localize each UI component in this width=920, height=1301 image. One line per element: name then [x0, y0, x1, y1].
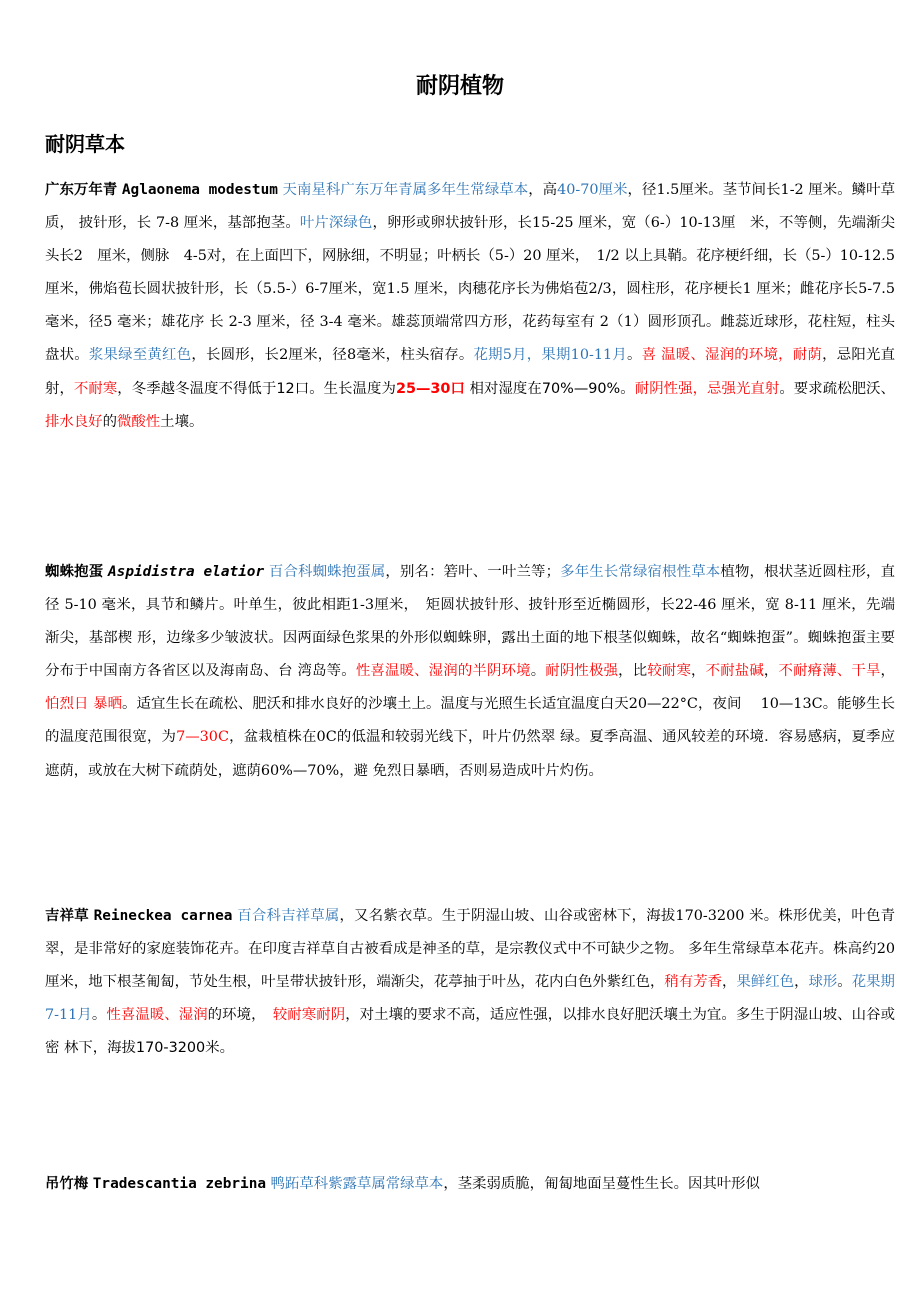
description-segment: 耐阴性极强 — [545, 663, 619, 680]
plant-name: 吉祥草 — [45, 908, 89, 924]
description-segment: 较耐寒耐阴 — [272, 1007, 346, 1024]
description-segment: 花期5月，果期10-11月 — [473, 347, 628, 364]
description-segment: 鸭跖草科紫露草属常绿草本 — [270, 1176, 444, 1192]
description-segment: ，又名紫衣草。生于阴湿山坡、山谷或密林下，海拔170-3200 米。株形优美，叶色青 翠，是非常好的家庭装饰花卉。在印度吉祥草自古被看成是神圣的草，是宗教仪式中不可缺少之物。 多年生常绿草本花卉。株高约20 厘米，地下根茎匍匐，节处生根，叶呈带状披针形，端渐尖，花葶抽于叶丛，花内白色外紫红色， — [45, 908, 895, 991]
description-segment: ，长圆形，长2厘米，径8毫米，柱头宿存。 — [191, 347, 474, 364]
description-segment: 不耐盐碱 — [705, 663, 764, 680]
description-segment: ，忌阳光直射， — [45, 347, 895, 397]
plant-latin-name: Reineckea carnea — [93, 908, 233, 924]
page-title: 耐阴植物 — [415, 74, 504, 99]
description-segment: 相对湿度在 — [464, 380, 542, 397]
description-segment: 的 — [102, 413, 117, 430]
description-segment: 天南星科广东万年青属多年生常绿草本 — [282, 182, 529, 198]
plant-latin-name: Aspidistra elatior — [108, 564, 265, 580]
description-segment: 较耐寒 — [647, 663, 692, 680]
description-segment: 。要求疏松肥沃、 — [779, 380, 895, 397]
description-segment: ，茎柔弱质脆，匍匐地面呈蔓性生长。因其叶形似 — [443, 1176, 760, 1192]
description-segment: ，比 — [618, 663, 648, 680]
description-segment: 米。 — [205, 1040, 235, 1057]
description-segment: 7—30C — [176, 729, 229, 746]
description-segment: 。 — [627, 347, 642, 364]
description-segment: 喜 温暖、湿润的环境，耐荫 — [641, 347, 823, 364]
description-segment: 植物，根状茎近圆柱形，直径 5-10 毫米，具节和鳞片。叶单生，彼此相距1-3厘米， 矩圆状披针形、披针形至近椭圆形，长22-46 厘米，宽 8-11 厘米，先端渐尖，基部楔 形，边缘多少皱波状。因两面绿色浆果的外形似蜘蛛卵，露出土面的地下根茎似蜘蛛，故名“蜘蛛抱蛋”。蜘蛛抱蛋主要分布于中国南方各省区以及海南岛、台 湾岛等。 — [45, 564, 895, 680]
description-segment: ， — [880, 663, 895, 680]
description-segment: 25—30口 — [395, 380, 465, 397]
description-segment: 球形 — [808, 974, 838, 991]
description-segment: 浆果绿至黄红色 — [88, 347, 192, 364]
plant-description — [45, 182, 895, 430]
plant-name: 吊竹梅 — [45, 1176, 89, 1192]
description-segment: 。 — [837, 974, 852, 991]
description-segment: 40-70厘米 — [557, 182, 628, 198]
plant-entry-aglaonema — [45, 174, 895, 506]
description-segment: ， — [763, 663, 779, 680]
description-segment: ， — [722, 974, 737, 991]
plant-entry-aspidistra — [45, 556, 895, 854]
plant-name: 广东万年青 — [45, 182, 118, 198]
description-segment: ， — [794, 974, 809, 991]
description-segment: ，别名：箬叶、一叶兰等； — [385, 564, 560, 580]
description-segment: 的环境， — [207, 1007, 273, 1024]
plant-entry-tradescantia — [45, 1168, 895, 1204]
description-segment: 。生长温度为 — [309, 380, 396, 397]
plant-latin-name: Tradescantia zebrina — [92, 1176, 267, 1192]
description-segment: 微酸性 — [116, 413, 161, 430]
description-segment: ，径1.5厘米。茎节间长1-2 厘米。鳞叶草质， 披针形，长 7-8 厘米，基部抱茎。 — [45, 182, 895, 232]
description-segment: 百合科蜘蛛抱蛋属 — [268, 564, 386, 580]
description-segment: ，冬季越冬温度不得低于 — [117, 380, 277, 397]
description-segment: ，盆栽植株在0C的低温和较弱光线下，叶片仍然翠 绿。夏季高温、通风较差的环境．容易感病，夏季应遮荫，或放在大树下疏荫处，遮荫60%—70%，避 免烈日暴晒，否则易造成叶片灼伤。 — [45, 729, 895, 779]
plant-description — [45, 908, 895, 1056]
description-segment: 土壤。 — [160, 413, 204, 430]
description-segment: 怕烈日 暴晒 — [45, 696, 123, 713]
description-segment: 。 — [91, 1007, 107, 1024]
description-segment: 叶片深绿色 — [299, 215, 373, 232]
description-segment: ， — [691, 663, 706, 680]
plant-latin-name: Aglaonema modestum — [121, 182, 278, 198]
description-segment: 百合科吉祥草属 — [237, 908, 340, 924]
description-segment: 。适宜生长在疏松、肥沃和排水良好的沙壤土上。温度与光照生长适宜温度白天20—22°C，夜间 10—13C。能够生长的温度范围很宽，为 — [45, 696, 895, 746]
description-segment: 不耐瘠薄、干旱 — [778, 663, 881, 680]
description-segment: 170-3200 — [135, 1040, 206, 1057]
description-segment: 12口 — [276, 380, 310, 397]
plant-entry-reineckea — [45, 900, 895, 1132]
description-segment: 不耐寒 — [73, 380, 118, 397]
description-segment: 。 — [620, 380, 635, 397]
description-segment: 排水良好 — [45, 413, 103, 430]
description-segment: ，高 — [528, 182, 558, 198]
plant-description — [45, 564, 895, 779]
description-segment: 多年生长常绿宿根性草本 — [560, 564, 721, 580]
plant-description — [271, 1176, 760, 1192]
section-heading: 耐阴草本 — [45, 132, 125, 156]
description-segment: 性喜温暖、湿润 — [106, 1007, 208, 1024]
description-segment: 70%—90% — [541, 380, 621, 397]
description-segment: 果鲜红色 — [736, 974, 795, 991]
description-segment: ，卵形或卵状披针形，长15-25 厘米，宽（6-）10-13厘 米，不等侧，先端渐尖头长2 厘米，侧脉 4-5对，在上面凹下，网脉细，不明显；叶柄长（5-）20 厘米， 1/2 以上具鞘。花序梗纤细，长（5-）10-12.5厘米，佛焰苞长圆状披针形，长（5.5-）6-7厘米，宽1.5 厘米，肉穗花序长为佛焰苞2/3，圆柱形，花序梗长1 厘米；雌花序长5-7.5 毫米，径5 毫米；雄花序 长 2-3 厘米，径 3-4 毫米。雄蕊顶端常四方形，花药每室有 2（1）圆形顶孔。雌蕊近球形，花柱短，柱头盘状。 — [45, 215, 895, 364]
description-segment: 。 — [530, 663, 546, 680]
description-segment: ，对土壤的要求不高，适应性强，以排水良好肥沃壤土为宜。多生于阴湿山坡、山谷或密 林下，海拔 — [45, 1007, 895, 1057]
description-segment: 性喜温暖、湿润的半阴环境 — [355, 663, 531, 680]
description-segment: 稍有芳香 — [664, 974, 723, 991]
description-segment: 花果期7-11月 — [45, 974, 895, 1024]
plant-name: 蜘蛛抱蛋 — [45, 564, 104, 580]
description-segment: 耐阴性强，忌强光直射 — [634, 380, 780, 397]
